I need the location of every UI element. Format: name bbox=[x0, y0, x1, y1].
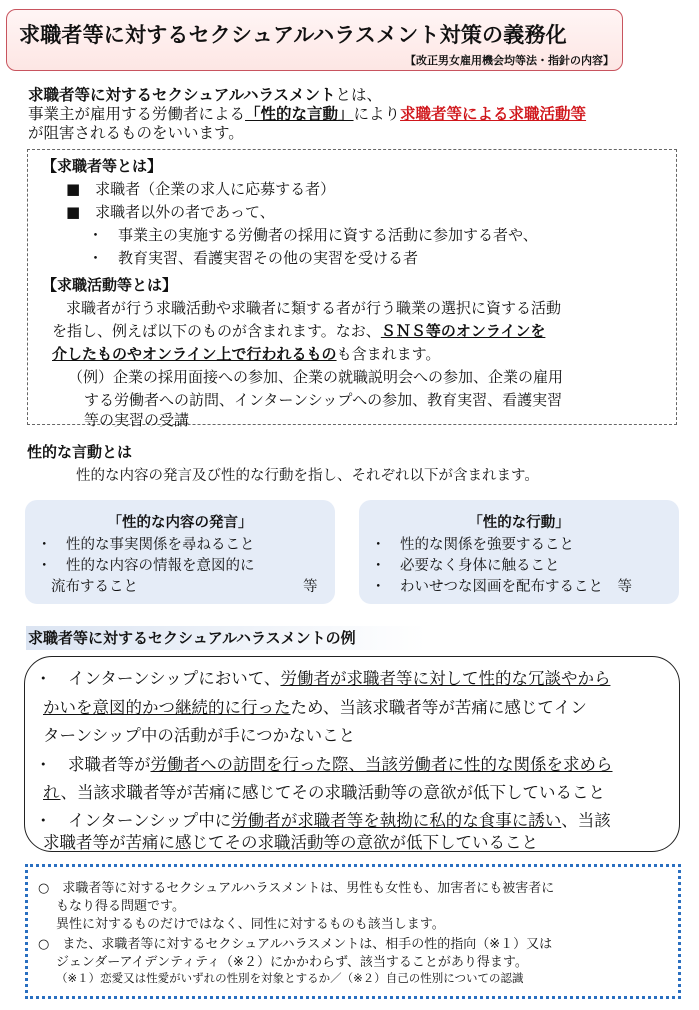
examples-box: ・ インターンシップにおいて、労働者が求職者等に対して性的な冗談やから かいを意図的かつ継続的に行ったため、当該求職者等が苦痛に感じてイン ターンシップ中の活動が手につかないこと ・ 求職者等が労働者への訪問を行った際、当該労働者に性的な関係を求めら れ、当該求職者等が苦痛に感じてその求職活動等の意欲が低下していること ・ インターンシップ中に労働者が求職者等を執拗に私的な食事に誘い、当該 求職者等が苦痛に感じてその求職活動等の意欲が低下していること bbox=[24, 656, 680, 852]
def-example: （例）企業の採用面接への参加、企業の就職説明会への参加、企業の雇用 bbox=[68, 368, 564, 386]
def-heading-activities: 【求職活動等とは】 bbox=[42, 276, 178, 294]
intro-highlight: 求職者等による求職活動等 bbox=[400, 105, 587, 123]
page-subtitle: 【改正男女雇用機会均等法・指針の内容】 bbox=[405, 54, 614, 67]
card-title: 「性的な行動」 bbox=[468, 515, 570, 531]
def-bullet: ■ 求職者（企業の求人に応募する者） bbox=[66, 180, 336, 198]
card-title: 「性的な内容の発言」 bbox=[107, 515, 253, 531]
note-item: ○ 求職者等に対するセクシュアルハラスメントは、男性も女性も、加害者にも被害者に bbox=[38, 881, 555, 896]
card-item: 流布すること bbox=[51, 579, 138, 595]
def-bullet: ■ 求職者以外の者であって、 bbox=[66, 203, 275, 221]
section-description: 性的な内容の発言及び性的な行動を指し、それぞれ以下が含まれます。 bbox=[76, 468, 539, 484]
card-item: ・ 性的な事実関係を尋ねること bbox=[37, 537, 255, 553]
section-heading-sexual-conduct: 性的な言動とは bbox=[27, 443, 133, 461]
intro-paragraph: 求職者等に対するセクシュアルハラスメントとは、 事業主が雇用する労働者による「性的な言動」により求職者等による求職活動等 が阻害されるものをいいます。 bbox=[28, 86, 587, 142]
def-sub-bullet: ・ 教育実習、看護実習その他の実習を受ける者 bbox=[88, 249, 419, 267]
card-item: ・ わいせつな図画を配布すること 等 bbox=[371, 579, 632, 595]
card-sexual-behavior bbox=[359, 500, 679, 604]
examples-heading: 求職者等に対するセクシュアルハラスメントの例 bbox=[28, 629, 356, 647]
card-sexual-remarks bbox=[25, 500, 335, 604]
intro-sexual-conduct: 「性的な言動」 bbox=[245, 105, 354, 123]
online-note: 介したものやオンライン上で行われるもの bbox=[52, 345, 337, 363]
notes-box: ○ 求職者等に対するセクシュアルハラスメントは、男性も女性も、加害者にも被害者に もなり得る問題です。 異性に対するものだけではなく、同性に対するものも該当します。 ○ また、求職者等に対するセクシュアルハラスメントは、相手の性的指向（※１）又は ジェンダーアイデンティティ（※２）にかかわらず、該当することがあり得ます。 （※１）恋愛又は性愛がいずれの性別を対象とするか／（※２）自己の性別についての認識 bbox=[25, 864, 681, 999]
card-item: ・ 性的な内容の情報を意図的に bbox=[37, 558, 255, 574]
page-title: 求職者等に対するセクシュアルハラスメント対策の義務化 bbox=[19, 23, 567, 47]
examples-heading-bar bbox=[26, 626, 426, 650]
note-footnote: （※１）恋愛又は性愛がいずれの性別を対象とするか／（※２）自己の性別についての認識 bbox=[56, 971, 524, 985]
card-item: ・ 必要なく身体に触ること bbox=[371, 558, 560, 574]
note-item: ○ また、求職者等に対するセクシュアルハラスメントは、相手の性的指向（※１）又は bbox=[38, 937, 553, 952]
def-heading-jobseekers: 【求職者等とは】 bbox=[42, 157, 163, 175]
card-item: ・ 性的な関係を強要すること bbox=[371, 537, 574, 553]
intro-term: 求職者等に対するセクシュアルハラスメント bbox=[28, 86, 336, 104]
card-etc: 等 bbox=[303, 579, 318, 595]
title-banner bbox=[6, 9, 623, 71]
online-note: ＳＮＳ等のオンラインを bbox=[380, 322, 546, 340]
definition-box: 【求職者等とは】 ■ 求職者（企業の求人に応募する者） ■ 求職者以外の者であって、 ・ 事業主の実施する労働者の採用に資する活動に参加する者や、 ・ 教育実習、看護実習その他の実習を受ける者 【求職活動等とは】 求職者が行う求職活動や求職者に類する者が行う職業の選択に資する活動 を指し、例えば以下のものが含まれます。なお、ＳＮＳ等のオンラインを 介したものやオンライン上で行われるものも含まれます。 （例）企業の採用面接への参加、企業の就職説明会への参加、企業の雇用 する労働者への訪問、インターンシップへの参加、教育実習、看護実習 等の実習の受講 bbox=[27, 149, 677, 425]
def-sub-bullet: ・ 事業主の実施する労働者の採用に資する活動に参加する者や、 bbox=[88, 226, 538, 244]
